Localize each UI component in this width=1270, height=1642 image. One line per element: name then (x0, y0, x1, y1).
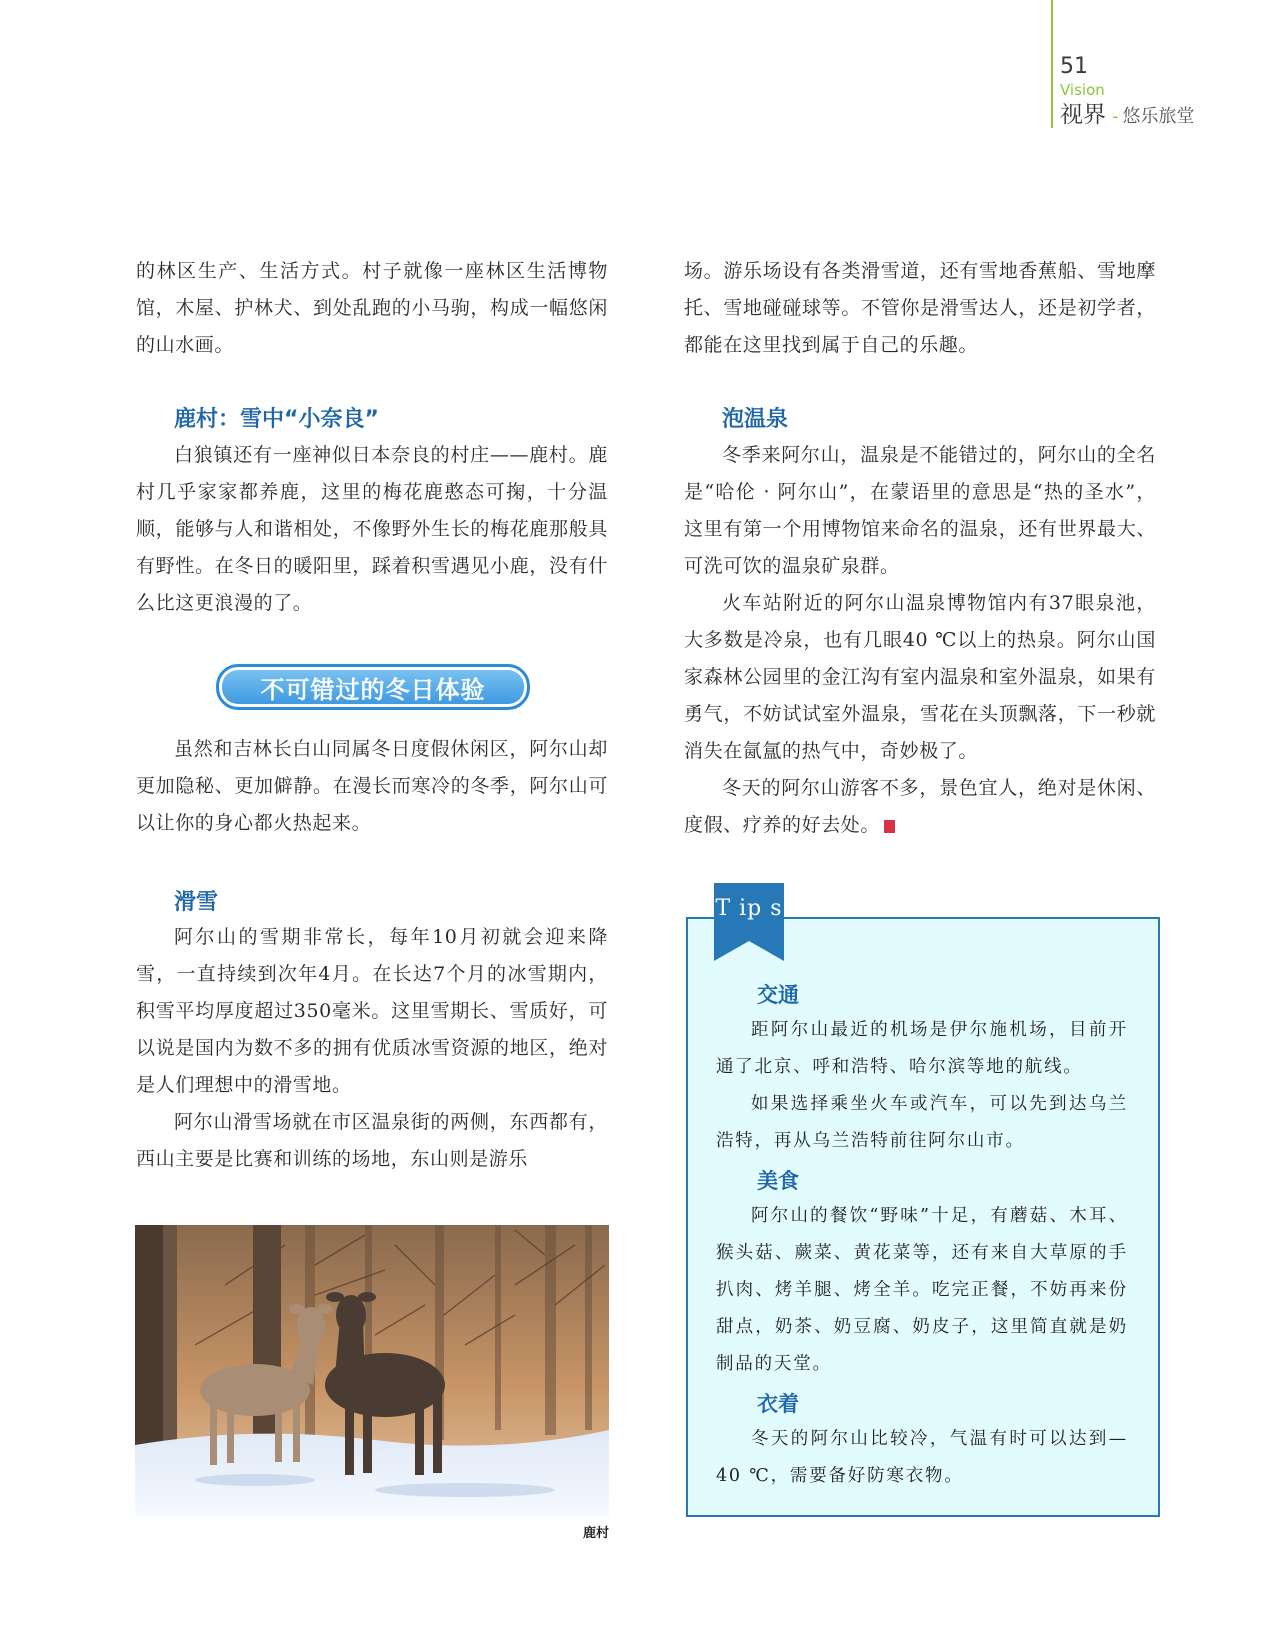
section-banner (216, 664, 530, 710)
skiing-paragraph-2: 阿尔山滑雪场就在市区温泉街的两侧，东西都有，西山主要是比赛和训练的场地，东山则是游乐 (136, 1111, 608, 1170)
header-divider (1051, 0, 1053, 128)
tips-food-heading: 美食 (757, 1169, 799, 1193)
tips-food-paragraph: 阿尔山的餐饮“野味”十足，有蘑菇、木耳、猴头菇、蕨菜、黄花菜等，还有来自大草原的手扒肉、烤羊腿、烤全羊。吃完正餐，不妨再来份甜点，奶茶、奶豆腐、奶皮子，这里简直就是奶制品的天堂。 (716, 1206, 1128, 1374)
page-number: 51 (1060, 54, 1088, 79)
article-end-mark (884, 820, 895, 833)
ski-continued-block (684, 253, 1156, 364)
section-name-en: Vision (1060, 81, 1105, 99)
deer-village-heading: 鹿村：雪中“小奈良” (174, 407, 379, 432)
tips-transport-heading: 交通 (757, 983, 799, 1007)
intro-block (136, 253, 608, 364)
hot-spring-paragraph-2: 火车站附近的阿尔山温泉博物馆内有37眼泉池，大多数是冷泉，也有几眼40 ℃以上的热泉。阿尔山国家森林公园里的金江沟有室内温泉和室外温泉，如果有勇气，不妨试试室外温泉，雪花在头顶飘落，下一秒就消失在氤氲的热气中，奇妙极了。 (684, 592, 1156, 762)
deer-illustration (135, 1225, 609, 1516)
tips-food-block (716, 1198, 1128, 1383)
winter-intro-block (136, 731, 608, 842)
hot-spring-paragraph-1: 冬季来阿尔山，温泉是不能错过的，阿尔山的全名是“哈伦 · 阿尔山”，在蒙语里的意思是“热的圣水”，这里有第一个用博物馆来命名的温泉，还有世界最大、可洗可饮的温泉矿泉群。 (684, 444, 1156, 577)
deer-photo (135, 1225, 609, 1516)
deer-village-block (136, 437, 608, 622)
photo-caption: 鹿村 (582, 1526, 609, 1541)
tips-clothing-block (716, 1421, 1128, 1495)
hot-spring-block (684, 437, 1156, 844)
hot-spring-paragraph-3 (684, 770, 1156, 844)
hot-spring-heading: 泡温泉 (722, 407, 789, 432)
tips-transport-block (716, 1012, 1128, 1160)
tips-clothing-heading: 衣着 (757, 1392, 799, 1416)
subsection-title: 悠乐旅堂 (1122, 106, 1195, 127)
skiing-paragraph-1: 阿尔山的雪期非常长，每年10月初就会迎来降雪，一直持续到次年4月。在长达7个月的冰雪期内，积雪平均厚度超过350毫米。这里雪期长、雪质好，可以说是国内为数不多的拥有优质冰雪资源的地区，绝对是人们理想中的滑雪地。 (136, 926, 608, 1096)
ski-continued-paragraph: 场。游乐场设有各类滑雪道，还有雪地香蕉船、雪地摩托、雪地碰碰球等。不管你是滑雪达人，还是初学者，都能在这里找到属于自己的乐趣。 (684, 260, 1156, 356)
tips-clothing-paragraph: 冬天的阿尔山比较冷，气温有时可以达到—40 ℃，需要备好防寒衣物。 (716, 1429, 1128, 1486)
section-separator: - (1112, 106, 1119, 127)
hot-spring-closing-text: 冬天的阿尔山游客不多，景色宜人，绝对是休闲、度假、疗养的好去处。 (684, 777, 1156, 836)
tips-transport-paragraph-2: 如果选择乘坐火车或汽车，可以先到达乌兰浩特，再从乌兰浩特前往阿尔山市。 (716, 1094, 1128, 1151)
tips-label: T ip s (715, 896, 783, 921)
deer-village-paragraph: 白狼镇还有一座神似日本奈良的村庄——鹿村。鹿村几乎家家都养鹿，这里的梅花鹿憨态可掬，十分温顺，能够与人和谐相处，不像野外生长的梅花鹿那般具有野性。在冬日的暖阳里，踩着积雪遇见小鹿，没有什么比这更浪漫的了。 (136, 444, 608, 614)
section-title: 视界 (1060, 102, 1106, 128)
skiing-heading: 滑雪 (174, 890, 219, 915)
winter-intro-paragraph: 虽然和吉林长白山同属冬日度假休闲区，阿尔山却更加隐秘、更加僻静。在漫长而寒冷的冬季，阿尔山可以让你的身心都火热起来。 (136, 738, 608, 834)
banner-title: 不可错过的冬日体验 (260, 675, 486, 704)
section-name-cn (1060, 104, 1195, 127)
tips-transport-paragraph-1: 距阿尔山最近的机场是伊尔施机场，目前开通了北京、呼和浩特、哈尔滨等地的航线。 (716, 1020, 1128, 1077)
intro-paragraph: 的林区生产、生活方式。村子就像一座林区生活博物馆，木屋、护林犬、到处乱跑的小马驹，构成一幅悠闲的山水画。 (136, 260, 608, 356)
tips-ribbon (714, 883, 784, 961)
skiing-block (136, 919, 608, 1178)
